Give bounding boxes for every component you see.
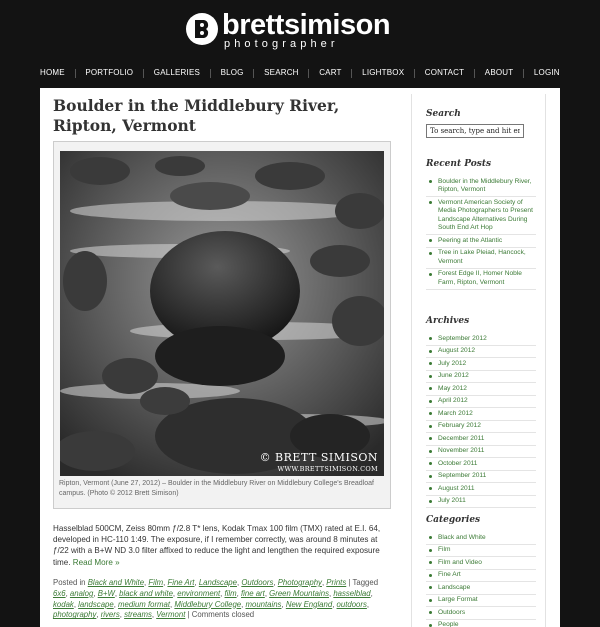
nav-blog[interactable]: BLOG	[220, 68, 244, 77]
watermark-url: WWW.BRETTSIMISON.COM	[277, 465, 378, 473]
nav-divider	[143, 69, 144, 78]
archive-link[interactable]: August 2012	[426, 346, 536, 359]
tag-link[interactable]: Middlebury College	[174, 599, 242, 609]
archive-link[interactable]: May 2012	[426, 383, 536, 396]
nav-home[interactable]: HOME	[40, 68, 65, 77]
tag-link[interactable]: film	[224, 588, 237, 598]
recent-posts-title: Recent Posts	[426, 159, 492, 169]
recent-posts-list	[426, 176, 536, 290]
read-more-link[interactable]: Read More »	[72, 557, 120, 567]
category-link[interactable]: Film	[148, 578, 164, 587]
river-photo-image	[60, 151, 384, 476]
archive-link[interactable]: April 2012	[426, 396, 536, 409]
nav-galleries[interactable]: GALLERIES	[153, 68, 201, 77]
nav-contact[interactable]: CONTACT	[424, 68, 465, 77]
watermark-name: © BRETT SIMISON	[259, 451, 378, 464]
post-body	[53, 523, 393, 568]
category-link[interactable]: Landscape	[426, 582, 536, 595]
archive-link[interactable]: December 2011	[426, 433, 536, 446]
tagged-label: | Tagged	[348, 578, 379, 587]
categories-list	[426, 532, 536, 627]
logo-name: brettsimison	[222, 9, 391, 41]
nav-divider	[523, 69, 524, 78]
nav-about[interactable]: ABOUT	[484, 68, 514, 77]
category-link[interactable]: Outdoors	[241, 578, 274, 587]
category-link[interactable]: Landscape	[198, 578, 237, 587]
nav-divider	[414, 69, 415, 78]
archives-title: Archives	[426, 316, 470, 326]
comments-status: | Comments closed	[187, 610, 255, 620]
tag-link[interactable]: New England	[285, 599, 333, 609]
category-link[interactable]: Black and White	[426, 532, 536, 545]
search-widget-title: Search	[426, 109, 461, 119]
post-meta: Posted in Black and White, Film, Fine Art, Landscape, Outdoors, Photography, Prints | Tagged 6x6, analog, B+W, black and white, environment, film, fine art, Green Mountains, hasselblad, kodak, landscape, medium format, Middlebury College, mountains, New England, outdoors, photography, rivers, streams, Vermont | Comments closed	[53, 578, 379, 620]
nav-divider	[351, 69, 352, 78]
category-link[interactable]: Fine Art	[167, 578, 195, 587]
tag-link[interactable]: 6x6	[53, 588, 66, 598]
archive-link[interactable]: September 2012	[426, 333, 536, 346]
archive-link[interactable]: November 2011	[426, 446, 536, 459]
categories-title: Categories	[426, 515, 481, 525]
nav-divider	[474, 69, 475, 78]
tag-link[interactable]: black and white	[119, 588, 173, 598]
tag-link[interactable]: fine art	[240, 588, 265, 598]
archive-link[interactable]: September 2011	[426, 471, 536, 484]
recent-post-link[interactable]: Forest Edge II, Homer Noble Farm, Ripton, Vermont	[426, 269, 536, 290]
tag-link[interactable]: landscape	[78, 599, 114, 609]
category-link[interactable]: Black and White	[87, 578, 145, 587]
nav-divider	[308, 69, 309, 78]
tag-link[interactable]: environment	[177, 588, 221, 598]
tag-link[interactable]: medium format	[118, 599, 171, 609]
archive-link[interactable]: June 2012	[426, 371, 536, 384]
post-body-text: Hasselblad 500CM, Zeiss 80mm ƒ/2.8 T* lens, Kodak Tmax 100 film (TMX) rated at E.I. 64, developed in HC-110 1:49. The exposure, if I remember correctly, was around 8 minutes at ƒ/22 with a B+W ND 3.0 filter affixed to reduce the light and lengthen the required exposure time.	[53, 524, 381, 567]
nav-portfolio[interactable]: PORTFOLIO	[85, 68, 134, 77]
nav-search[interactable]: SEARCH	[264, 68, 299, 77]
sidebar	[411, 94, 546, 627]
tag-link[interactable]: kodak	[53, 599, 74, 609]
archive-link[interactable]: March 2012	[426, 408, 536, 421]
photo-frame	[53, 141, 391, 509]
nav-lightbox[interactable]: LIGHTBOX	[362, 68, 405, 77]
nav-divider	[253, 69, 254, 78]
archive-link[interactable]: October 2011	[426, 458, 536, 471]
tag-link[interactable]: hasselblad	[333, 588, 371, 598]
tag-link[interactable]: photography	[53, 610, 97, 620]
nav-divider	[210, 69, 211, 78]
category-link[interactable]: Prints	[326, 578, 347, 587]
post-photo[interactable]	[60, 151, 384, 476]
recent-post-link[interactable]: Boulder in the Middlebury River, Ripton, Vermont	[426, 176, 536, 197]
archive-link[interactable]: July 2012	[426, 358, 536, 371]
archive-link[interactable]: July 2011	[426, 496, 536, 509]
tag-link[interactable]: Vermont	[156, 610, 186, 620]
site-logo[interactable]	[0, 10, 600, 56]
main-nav	[40, 66, 560, 80]
search-input[interactable]	[426, 124, 524, 138]
nav-cart[interactable]: CART	[319, 68, 342, 77]
tag-link[interactable]: Green Mountains	[269, 588, 329, 598]
category-link[interactable]: People	[426, 620, 536, 627]
post-title[interactable]: Boulder in the Middlebury River, Ripton, Vermont	[53, 96, 340, 135]
posted-in-label: Posted in	[53, 578, 86, 587]
photo-caption: Ripton, Vermont (June 27, 2012) – Boulder in the Middlebury River on Middlebury College's Breadloaf campus. (Photo © 2012 Brett Simison)	[59, 480, 374, 497]
logo-subtitle: photographer	[224, 38, 339, 50]
recent-post-link[interactable]: Tree in Lake Pleiad, Hancock, Vermont	[426, 248, 536, 269]
tag-link[interactable]: mountains	[245, 599, 282, 609]
archive-link[interactable]: August 2011	[426, 483, 536, 496]
archive-link[interactable]: February 2012	[426, 421, 536, 434]
recent-post-link[interactable]: Vermont American Society of Media Photographers to Present Landscape Alternatives During South End Art Hop	[426, 197, 536, 235]
post	[53, 96, 393, 620]
nav-divider	[75, 69, 76, 78]
category-link[interactable]: Film	[426, 545, 536, 558]
category-link[interactable]: Outdoors	[426, 607, 536, 620]
tag-link[interactable]: B+W	[97, 588, 115, 598]
nav-login[interactable]: LOGIN	[533, 68, 560, 77]
category-link[interactable]: Large Format	[426, 595, 536, 608]
tag-link[interactable]: outdoors	[336, 599, 367, 609]
category-link[interactable]: Film and Video	[426, 557, 536, 570]
logo-mark-icon	[185, 12, 219, 46]
tag-link[interactable]: rivers	[100, 610, 120, 620]
category-link[interactable]: Fine Art	[426, 570, 536, 583]
archives-list	[426, 333, 536, 508]
tag-link[interactable]: streams	[124, 610, 152, 620]
content-page	[40, 88, 560, 627]
tag-link[interactable]: analog	[69, 588, 94, 598]
recent-post-link[interactable]: Peering at the Atlantic	[426, 235, 536, 248]
category-link[interactable]: Photography	[277, 578, 322, 587]
